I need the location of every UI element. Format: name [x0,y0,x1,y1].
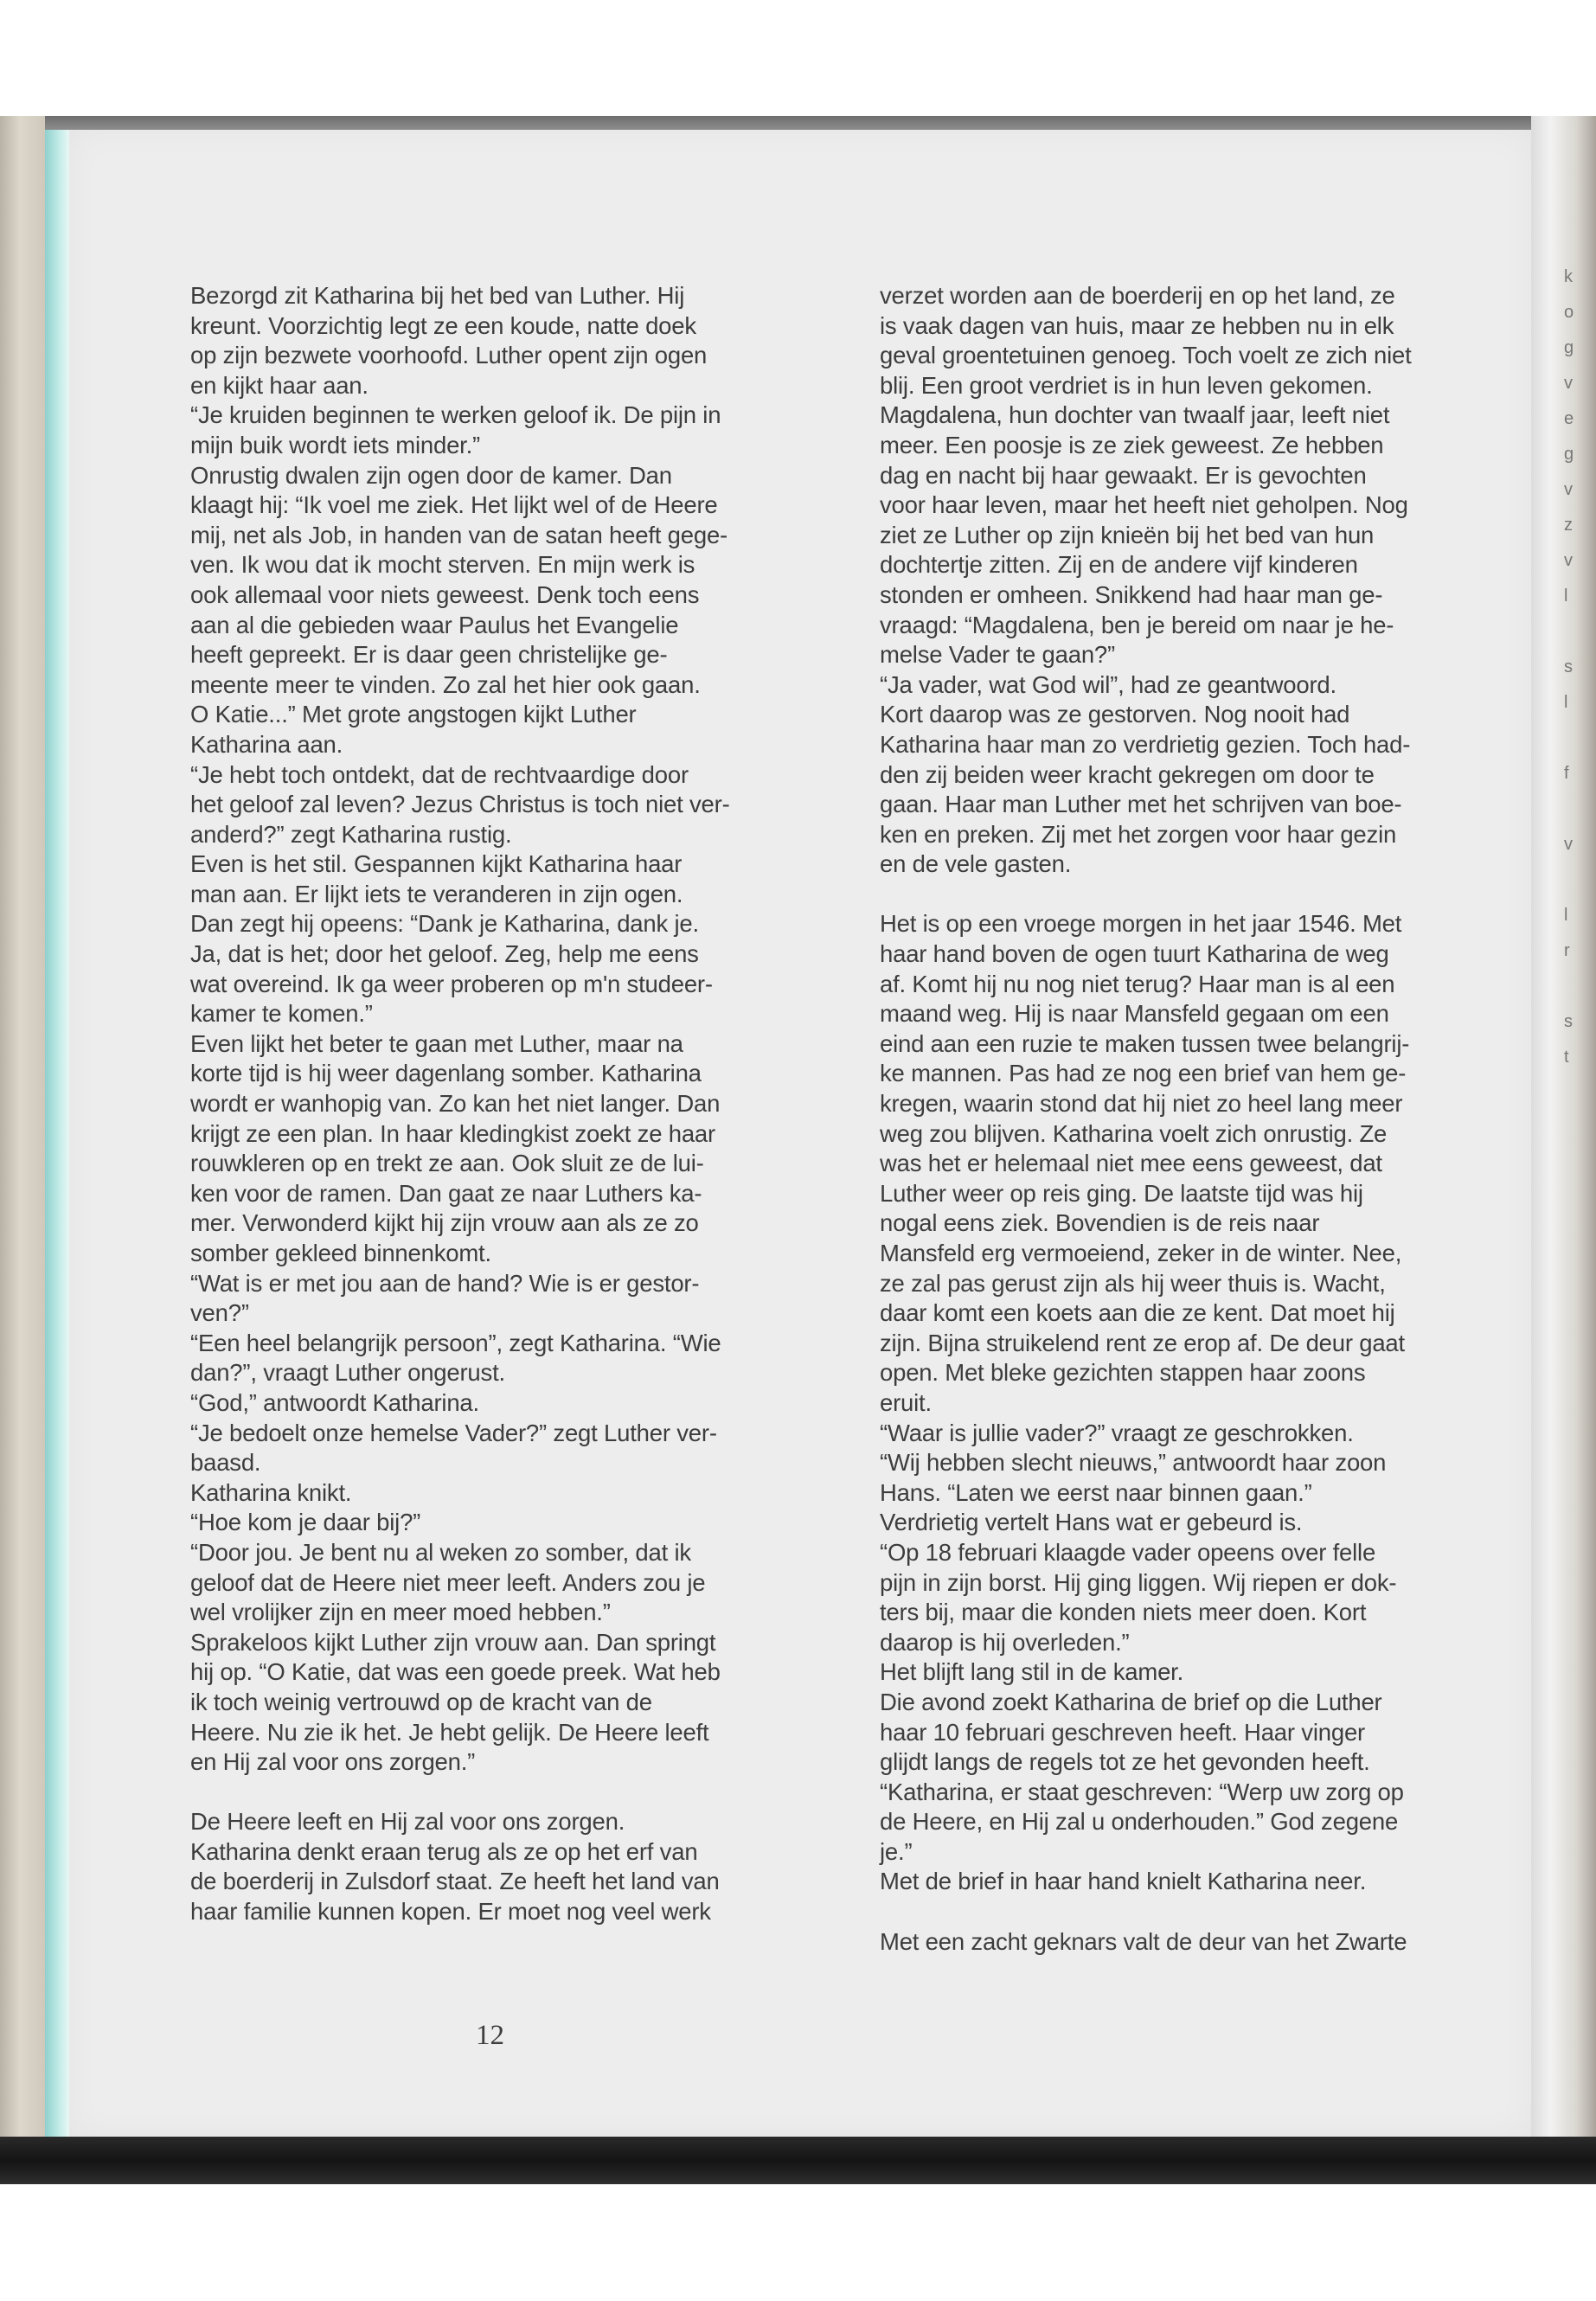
text-line: klaagt hij: “Ik voel me ziek. Het lijkt wel of de Heere [190,491,718,519]
text-line: dochtertje zitten. Zij en de andere vijf kinderen [880,551,1358,579]
text-line: Die avond zoekt Katharina de brief op die Luther [880,1688,1382,1715]
text-line: de boerderij in Zulsdorf staat. Ze heeft het land van [190,1868,720,1895]
text-line: heeft gepreekt. Er is daar geen christelijke ge- [190,641,668,669]
page-number: 12 [476,2020,504,2051]
text-line: hij op. “O Katie, dat was een goede preek. Wat heb [190,1658,721,1686]
text-line: af. Komt hij nu nog niet terug? Haar man is al een [880,970,1395,997]
text-line: geval groentetuinen genoeg. Toch voelt ze zich niet [880,342,1412,369]
book-page [69,130,1531,2137]
text-line: Met de brief in haar hand knielt Katharina neer. [880,1868,1367,1895]
text-line: ven?” [190,1299,249,1327]
text-line: Katharina knikt. [190,1478,352,1506]
text-line: “Een heel belangrijk persoon”, zegt Katharina. “Wie [190,1329,721,1356]
edge-fragment: l [1564,586,1568,606]
edge-fragment: z [1564,516,1573,535]
edge-fragment: s [1564,1012,1573,1031]
text-line: “Wij hebben slecht nieuws,” antwoordt haar zoon [880,1449,1387,1477]
text-line: Dan zegt hij opeens: “Dank je Katharina, dank je. [190,910,699,938]
text-line: geloof dat de Heere niet meer leeft. Anders zou je [190,1568,706,1596]
text-line: ken voor de ramen. Dan gaat ze naar Luthers ka- [190,1179,702,1207]
text-line: ook allemaal voor niets geweest. Denk toch eens [190,580,700,608]
edge-fragment: f [1564,764,1569,783]
edge-fragment: v [1564,551,1573,570]
text-line: Even lijkt het beter te gaan met Luther, maar na [190,1029,683,1057]
text-line: nogal eens ziek. Bovendien is de reis naar [880,1209,1320,1237]
text-line: voor haar leven, maar het heeft niet geholpen. Nog [880,491,1408,519]
edge-fragment [1564,721,1590,756]
edge-fragment: g [1564,445,1574,464]
edge-fragment [1564,792,1590,827]
text-line: was het er helemaal niet mee eens geweest, dat [880,1150,1382,1177]
edge-fragment: e [1564,409,1574,428]
text-line: “Je kruiden beginnen te werken geloof ik. De pijn in [190,401,721,429]
text-line: “Je bedoelt onze hemelse Vader?” zegt Luther ver- [190,1419,717,1446]
text-column-right [880,281,1554,1957]
text-line: ik toch weinig vertrouwd op de kracht van de [190,1688,652,1715]
edge-fragment [1564,969,1590,1004]
text-line: kregen, waarin stond dat hij niet zo heel lang meer [880,1090,1403,1118]
text-line: het geloof zal leven? Jezus Christus is toch niet ver- [190,791,730,818]
text-line: krijgt ze een plan. In haar kledingkist zoekt ze haar [190,1119,715,1147]
edge-fragment: g [1564,338,1574,357]
text-line: Met een zacht geknars valt de deur van het Zwarte [880,1927,1407,1955]
text-line: en kijkt haar aan. [190,371,369,399]
edge-fragment: r [1564,941,1570,960]
text-line: meente meer te vinden. Zo zal het hier ook gaan. [190,670,701,698]
text-line: haar familie kunnen kopen. Er moet nog veel werk [190,1898,711,1926]
text-line: Het is op een vroege morgen in het jaar 1546. Met [880,910,1402,938]
edge-fragment: v [1564,480,1573,499]
text-line: den zij beiden weer kracht gekregen om door te [880,760,1375,788]
text-line: somber gekleed binnenkomt. [190,1240,491,1266]
text-line: “Door jou. Je bent nu al weken zo somber, dat ik [190,1538,691,1566]
text-line: Hans. “Laten we eerst naar binnen gaan.” [880,1478,1312,1506]
text-line: Luther weer op reis ging. De laatste tijd was hij [880,1179,1363,1207]
text-line: glijdt langs de regels tot ze het gevonden heeft. [880,1748,1370,1776]
paragraph-gap [880,880,1554,910]
text-line: dag en nacht bij haar gewaakt. Er is gevochten [880,461,1367,489]
edge-fragment: l [1564,906,1568,925]
text-line: zijn. Bijna struikelend rent ze erop af. De deur gaat [880,1329,1405,1356]
text-line: open. Met bleke gezichten stappen haar zoons [880,1359,1366,1387]
text-line: pijn in zijn borst. Hij ging liggen. Wij riepen er dok- [880,1568,1397,1596]
text-line: gaan. Haar man Luther met het schrijven van boe- [880,791,1402,818]
text-line: Kort daarop was ze gestorven. Nog nooit had [880,701,1350,728]
text-line: ven. Ik wou dat ik mocht sterven. En mijn werk is [190,551,695,579]
text-line: Sprakeloos kijkt Luther zijn vrouw aan. Dan springt [190,1628,716,1656]
edge-fragment: v [1564,374,1573,393]
text-line: “God,” antwoordt Katharina. [190,1388,479,1416]
text-line: meer. Een poosje is ze ziek geweest. Ze hebben [880,431,1384,458]
text-line: Katharina haar man zo verdrietig gezien. Toch had- [880,730,1411,758]
text-line: anderd?” zegt Katharina rustig. [190,820,512,848]
text-line: “Wat is er met jou aan de hand? Wie is er gestor- [190,1269,700,1297]
text-line: Heere. Nu zie ik het. Je hebt gelijk. De Heere leeft [190,1718,709,1746]
text-line: je.” [880,1837,913,1865]
text-line: ters bij, maar die konden niets meer doen. Kort [880,1599,1367,1626]
paragraph-gap [880,1897,1554,1927]
paragraph-gap [190,1778,865,1808]
text-line: daarop is hij overleden.” [880,1628,1130,1656]
text-line: kamer te komen.” [190,1000,373,1028]
text-line: Bezorgd zit Katharina bij het bed van Luther. Hij [190,282,685,309]
neighbour-page-fragments [1564,260,1590,1075]
text-line: en de vele gasten. [880,850,1072,878]
text-line: mijn buik wordt iets minder.” [190,431,481,458]
edge-fragment: l [1564,693,1568,712]
text-line: Mansfeld erg vermoeiend, zeker in de winter. Nee, [880,1240,1402,1266]
text-line: rouwkleren op en trekt ze aan. Ook sluit ze de lui- [190,1150,704,1177]
text-line: “Waar is jullie vader?” vraagt ze geschrokken. [880,1419,1354,1446]
book-cover-left-edge [0,116,45,2175]
text-line: ziet ze Luther op zijn knieën bij het bed van hun [880,521,1375,548]
text-line: Katharina denkt eraan terug als ze op het erf van [190,1837,698,1865]
text-line: wordt er wanhopig van. Zo kan het niet langer. Dan [190,1090,721,1118]
text-line: ke mannen. Pas had ze nog een brief van hem ge- [880,1060,1407,1087]
edge-fragment: t [1564,1048,1569,1067]
text-line: haar 10 februari geschreven heeft. Haar vinger [880,1718,1365,1746]
text-line: korte tijd is hij weer dagenlang somber. Katharina [190,1060,702,1087]
text-line: Katharina aan. [190,730,343,758]
text-line: de Heere, en Hij zal u onderhouden.” God zegene [880,1808,1399,1836]
text-line: mij, net als Job, in handen van de satan heeft gege- [190,521,727,548]
text-line: eind aan een ruzie te maken tussen twee belangrij- [880,1029,1410,1057]
text-line: verzet worden aan de boerderij en op het land, ze [880,282,1395,309]
text-line: daar komt een koets aan die ze kent. Dat moet hij [880,1299,1395,1327]
text-line: weg zou blijven. Katharina voelt zich onrustig. Ze [880,1119,1388,1147]
scanner-bottom-edge [0,2137,1596,2184]
text-line: mer. Verwonderd kijkt hij zijn vrouw aan als ze zo [190,1209,699,1237]
text-line: Even is het stil. Gespannen kijkt Katharina haar [190,850,683,878]
text-line: Onrustig dwalen zijn ogen door de kamer. Dan [190,461,672,489]
text-line: ken en preken. Zij met het zorgen voor haar gezin [880,820,1397,848]
edge-fragment: v [1564,835,1573,854]
text-line: baasd. [190,1449,261,1477]
edge-fragment: k [1564,267,1573,286]
text-line: wel vrolijker zijn en meer moed hebben.” [190,1599,611,1626]
text-line: vraagd: “Magdalena, ben je bereid om naar je he- [880,611,1394,638]
text-line: Verdrietig vertelt Hans wat er gebeurd is. [880,1509,1303,1536]
text-line: wat overeind. Ik ga weer proberen op m'n studeer- [190,970,713,997]
text-line: kreunt. Voorzichtig legt ze een koude, natte doek [190,311,696,339]
text-column-left [190,281,865,1927]
text-line: dan?”, vraagt Luther ongerust. [190,1359,505,1387]
text-line: blij. Een groot verdriet is in hun leven gekomen. [880,371,1373,399]
text-line: stonden er omheen. Snikkend had haar man ge- [880,580,1383,608]
text-line: eruit. [880,1388,932,1416]
text-line: O Katie...” Met grote angstogen kijkt Luther [190,701,637,728]
text-line: haar hand boven de ogen tuurt Katharina de weg [880,940,1389,968]
text-line: “Ja vader, wat God wil”, had ze geantwoord. [880,670,1336,698]
text-line: maand weg. Hij is naar Mansfeld gegaan om een [880,1000,1389,1028]
text-line: aan al die gebieden waar Paulus het Evangelie [190,611,679,638]
text-line: Het blijft lang stil in de kamer. [880,1658,1184,1686]
text-line: Ja, dat is het; door het geloof. Zeg, help me eens [190,940,699,968]
text-line: melse Vader te gaan?” [880,641,1115,669]
text-line: ze zal pas gerust zijn als hij weer thuis is. Wacht, [880,1269,1386,1297]
text-line: man aan. Er lijkt iets te veranderen in zijn ogen. [190,880,683,907]
text-line: Magdalena, hun dochter van twaalf jaar, leeft niet [880,401,1390,429]
text-line: “Op 18 februari klaagde vader opeens over felle [880,1538,1376,1566]
text-line: De Heere leeft en Hij zal voor ons zorgen. [190,1808,625,1836]
edge-fragment: s [1564,657,1573,676]
edge-fragment: o [1564,303,1574,322]
edge-fragment [1564,614,1590,650]
text-line: “Hoe kom je daar bij?” [190,1509,421,1536]
text-line: op zijn bezwete voorhoofd. Luther opent zijn ogen [190,342,708,369]
text-line: is vaak dagen van huis, maar ze hebben nu in elk [880,311,1394,339]
text-line: en Hij zal voor ons zorgen.” [190,1748,476,1776]
text-line: “Katharina, er staat geschreven: “Werp uw zorg op [880,1778,1404,1805]
text-line: “Je hebt toch ontdekt, dat de rechtvaardige door [190,760,689,788]
edge-fragment [1564,862,1590,898]
book-spine [45,130,69,2158]
